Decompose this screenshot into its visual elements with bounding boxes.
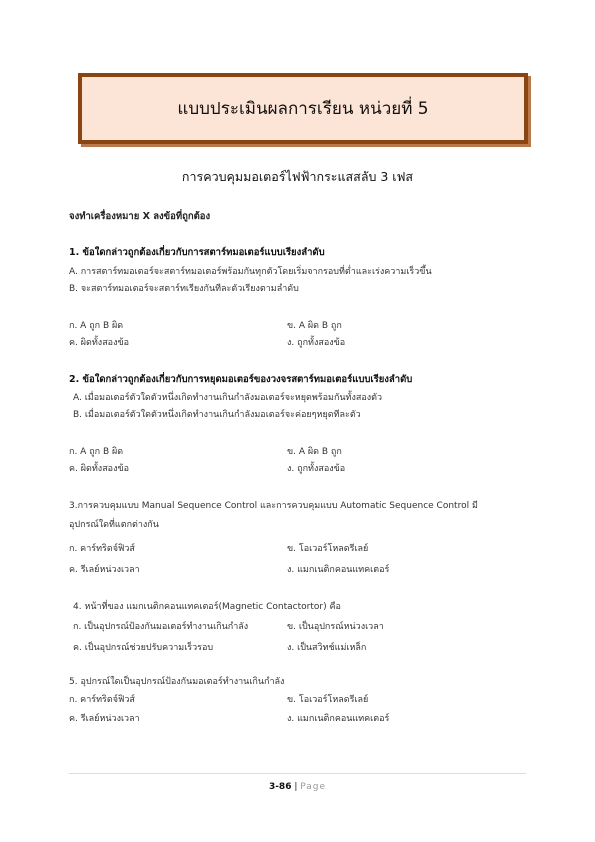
question-5-option-kho[interactable]: ค. รีเลย์หน่วงเวลา — [69, 714, 140, 724]
subtitle: การควบคุมมอเตอร์ไฟฟ้ากระแสสลับ 3 เฟส — [181, 169, 414, 184]
page-title: แบบประเมินผลการเรียน หน่วยที่ 5 — [177, 99, 429, 119]
question-2: 2. ข้อใดกล่าวถูกต้องเกี่ยวกับการหยุดมอเตอร์ของวงจรสตาร์ทมอเตอร์แบบเรียงลำดับ — [69, 374, 413, 385]
question-3-option-ng[interactable]: ง. แมกเนติกคอนแทคเตอร์ — [287, 565, 390, 575]
question-5: 5. อุปกรณ์ใดเป็นอุปกรณ์ป้องกันมอเตอร์ทำงานเกินกำลัง — [69, 677, 285, 687]
question-4-option-ng[interactable]: ง. เป็นสวิทช์แม่เหล็ก — [287, 643, 367, 653]
question-3-line-2: อุปกรณ์ใดที่แตกต่างกัน — [69, 520, 159, 530]
question-2-statement-a: A. เมื่อมอเตอร์ตัวใดตัวหนึ่งเกิดทำงานเกินกำลังมอเตอร์จะหยุดพร้อมกันทั้งสองตัว — [73, 393, 383, 403]
question-2-option-k[interactable]: ก. A ถูก B ผิด — [69, 447, 124, 457]
question-2-option-ng[interactable]: ง. ถูกทั้งสองข้อ — [287, 464, 346, 474]
question-1-option-ng[interactable]: ง. ถูกทั้งสองข้อ — [287, 338, 346, 348]
question-5-option-kh[interactable]: ข. โอเวอร์โหลดรีเลย์ — [287, 695, 369, 705]
page-footer — [0, 782, 595, 792]
instruction: จงทำเครื่องหมาย X ลงข้อที่ถูกต้อง — [69, 211, 211, 222]
question-4-option-k[interactable]: ก. เป็นอุปกรณ์ป้องกันมอเตอร์ทำงานเกินกำลัง — [73, 622, 249, 632]
question-5-option-k[interactable]: ก. คาร์ทริดจ์ฟิวส์ — [69, 695, 135, 705]
question-4: 4. หน้าที่ของ แมกเนติกคอนแทคเตอร์(Magnetic Contactortor) คือ — [73, 602, 341, 612]
question-1-option-k[interactable]: ก. A ถูก B ผิด — [69, 321, 124, 331]
question-1-statement-b: B. จะสตาร์ทมอเตอร์จะสตาร์ทเรียงกันทีละตัวเรียงตามลำดับ — [69, 284, 299, 294]
question-2-option-kho[interactable]: ค. ผิดทั้งสองข้อ — [69, 464, 130, 474]
page-number: 3-86 — [268, 782, 292, 792]
question-2-option-kh[interactable]: ข. A ผิด B ถูก — [287, 447, 342, 457]
question-3-option-k[interactable]: ก. คาร์ทริดจ์ฟิวส์ — [69, 544, 135, 554]
footer-divider — [69, 773, 526, 774]
question-3-option-kho[interactable]: ค. รีเลย์หน่วงเวลา — [69, 565, 140, 575]
question-1: 1. ข้อใดกล่าวถูกต้องเกี่ยวกับการสตาร์ทมอเตอร์แบบเรียงลำดับ — [69, 247, 325, 258]
question-4-option-kho[interactable]: ค. เป็นอุปกรณ์ช่วยปรับความเร็วรอบ — [73, 643, 214, 653]
question-1-option-kh[interactable]: ข. A ผิด B ถูก — [287, 321, 342, 331]
footer-separator: | — [294, 782, 298, 792]
question-3-option-kh[interactable]: ข. โอเวอร์โหลดรีเลย์ — [287, 544, 369, 554]
question-1-statement-a: A. การสตาร์ทมอเตอร์จะสตาร์ทมอเตอร์พร้อมกันทุกตัวโดยเริ่มจากรอบที่ต่ำและเร่งความเร็วขึ้น — [69, 267, 432, 277]
title-box — [78, 73, 528, 144]
page-word: Page — [300, 782, 327, 792]
question-1-option-kho[interactable]: ค. ผิดทั้งสองข้อ — [69, 338, 130, 348]
question-4-option-kh[interactable]: ข. เป็นอุปกรณ์หน่วงเวลา — [287, 622, 384, 632]
question-5-option-ng[interactable]: ง. แมกเนติกคอนแทคเตอร์ — [287, 714, 390, 724]
question-2-statement-b: B. เมื่อมอเตอร์ตัวใดตัวหนึ่งเกิดทำงานเกินกำลังมอเตอร์จะค่อยๆหยุดทีละตัว — [73, 410, 361, 420]
question-3-line-1: 3.การควบคุมแบบ Manual Sequence Control และการควบคุมแบบ Automatic Sequence Control มี — [69, 501, 478, 511]
